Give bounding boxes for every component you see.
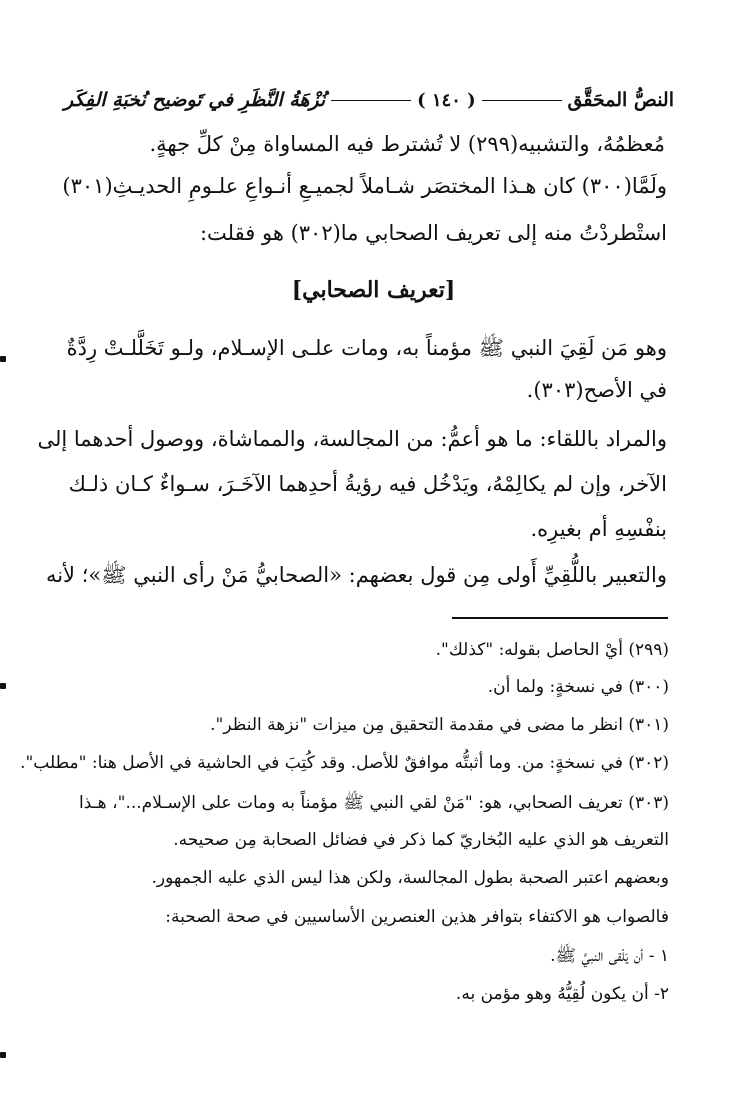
footnote-303-item-1: ١ - أن يَلْقى النبيَّ ﷺ. xyxy=(550,946,669,966)
footnote-303-line-3: وبعضهم اعتبر الصحبة بطول المجالسة، ولكن هذا ليس الذي عليه الجمهور. xyxy=(151,868,669,888)
body-line-8: بنفْسِهِ أم بغيرِه. xyxy=(530,517,667,541)
header-section-title: النصُّ المحَقَّق xyxy=(567,89,674,111)
header-rule xyxy=(482,100,562,101)
page-number: ( ١٤٠ ) xyxy=(417,89,476,111)
header-rule xyxy=(331,100,411,101)
body-line-4: وهو مَن لَقِيَ النبي ﷺ مؤمناً به، ومات علـى الإسـلام، ولـو تَخَلَّلـتْ رِدَّةٌ xyxy=(66,336,667,360)
body-line-7: الآخر، وإن لم يكالِمْهُ، ويَدْخُل فيه رؤيةُ أحدِهما الآخَـرَ، سـواءٌ كـان ذلـك xyxy=(68,472,667,496)
body-line-1: مُعظمُهُ، والتشبيه(٢٩٩) لا تُشترط فيه المساواة مِنْ كلِّ جهةٍ. xyxy=(149,132,665,156)
body-line-9: والتعبير باللُّقِيِّ أَولى مِن قول بعضهم: «الصحابيُّ مَنْ رأى النبي ﷺ»؛ لأنه xyxy=(45,563,667,587)
footnote-302: (٣٠٢) في نسخةٍ: من. وما أثبتُّه موافقٌ للأصل. وقد كُتِبَ في الحاشية في الأصل هنا: "مطلب". xyxy=(20,753,669,773)
footnote-303-line-2: التعريف هو الذي عليه البُخاريّ كما ذكر في فضائل الصحابة مِن صحيحه. xyxy=(173,830,669,850)
footnote-301: (٣٠١) انظر ما مضى في مقدمة التحقيق مِن ميزات "نزهة النظر". xyxy=(210,715,669,735)
footnote-303-item-2: ٢- أن يكون لُقِيُّهُ وهو مؤمن به. xyxy=(455,984,669,1004)
body-line-6: والمراد باللقاء: ما هو أعمُّ: من المجالسة، والمماشاة، ووصول أحدهما إلى xyxy=(37,427,667,451)
body-line-5: في الأصح(٣٠٣). xyxy=(526,378,667,402)
footnote-separator xyxy=(452,617,668,619)
margin-mark xyxy=(0,1052,6,1058)
body-line-2: ولَمَّا(٣٠٠) كان هـذا المختصَر شـاملاً لجميـعِ أنـواعِ علـومِ الحديـثِ(٣٠١) xyxy=(62,174,667,198)
footnote-303-line-4: فالصواب هو الاكتفاء بتوافر هذين العنصرين الأساسيين في صحة الصحبة: xyxy=(165,907,669,927)
running-header xyxy=(64,86,674,114)
footnote-299: (٢٩٩) أيْ الحاصل بقوله: "كذلك". xyxy=(435,640,669,660)
footnote-303: (٣٠٣) تعريف الصحابي، هو: "مَنْ لقي النبي ﷺ مؤمناً به ومات على الإسـلام..."، هـذا xyxy=(79,793,669,813)
section-heading: [تعريف الصحابي] xyxy=(291,277,456,303)
margin-mark xyxy=(0,683,6,689)
header-book-title: نُزْهَةُ النَّظَرِ في تَوضيح نُخبَةِ الفِكَر xyxy=(63,89,326,111)
footnote-300: (٣٠٠) في نسخةٍ: ولما أن. xyxy=(487,677,669,697)
margin-mark xyxy=(0,356,6,362)
body-line-3: استْطردْتُ منه إلى تعريف الصحابي ما(٣٠٢) هو فقلت: xyxy=(199,221,667,245)
